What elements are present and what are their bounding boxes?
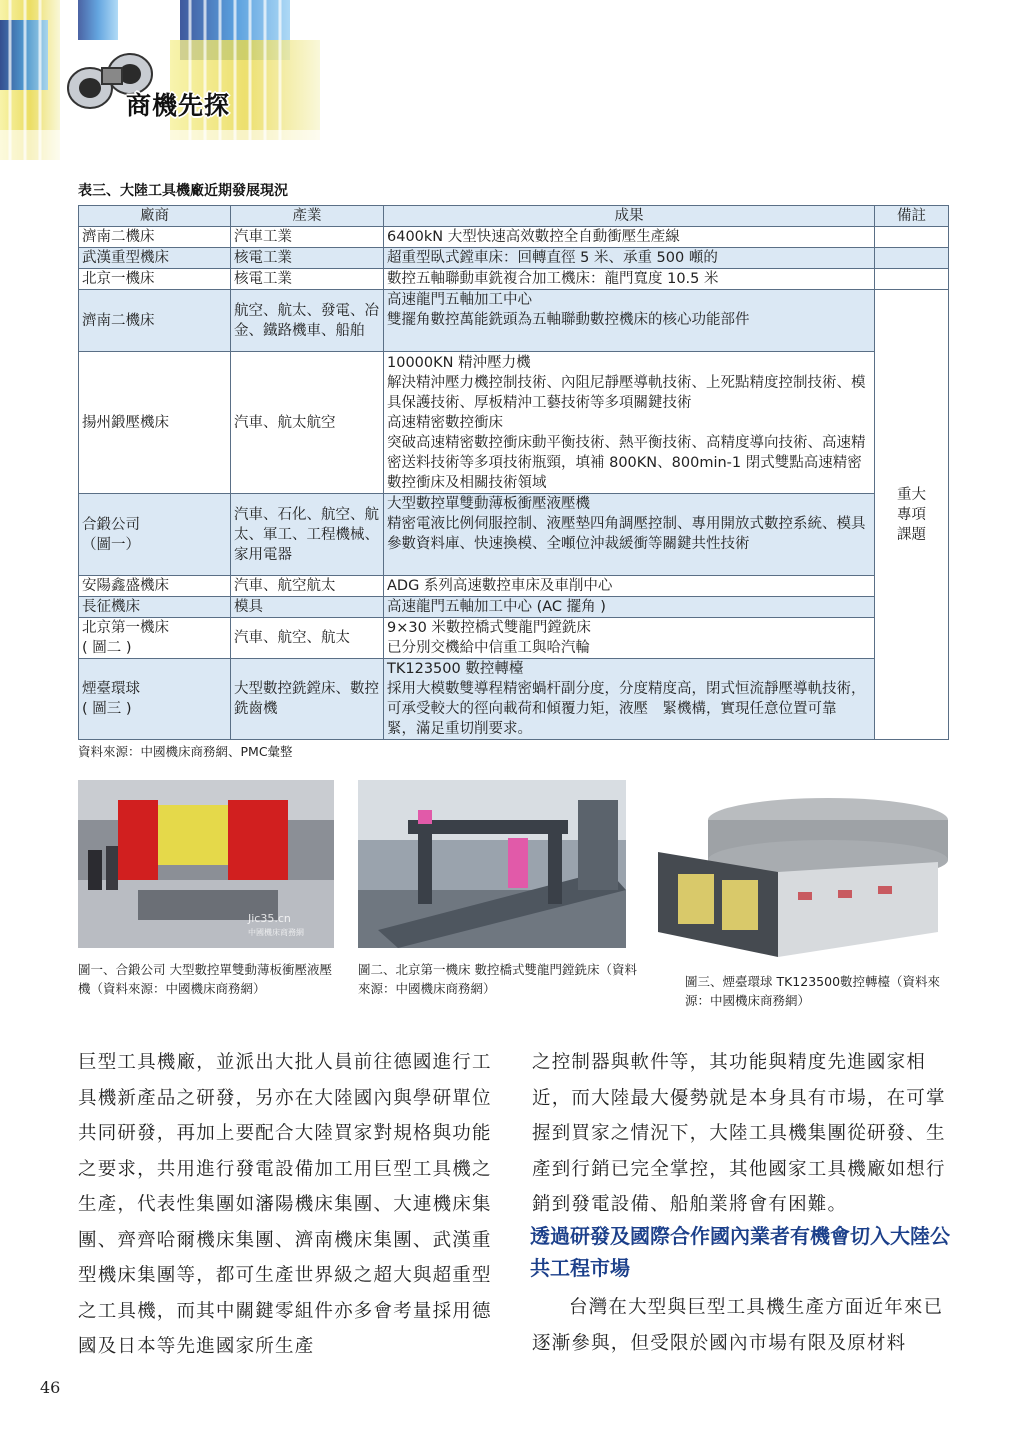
table-row [79,597,949,618]
cell-result: ADG 系列高速數控車床及車削中心 [384,576,875,597]
body-text-right-2: 台灣在大型與巨型工具機生產方面近年來已逐漸參與，但受限於國內市場有限及原材料 [532,1297,944,1354]
cell-company: 武漢重型機床 [79,248,231,269]
cell-note-empty [875,227,949,248]
cell-company: 濟南二機床 [79,290,231,352]
cell-result: 10000KN 精沖壓力機 解決精沖壓力機控制技術、內阻尼靜壓導軌技術、上死點精度控制技術、模具保護技術、厚板精沖工藝技術等多項關鍵技術 高速精密數控衝床 突破高速精密數控衝床動平衡技術、熱平衡技術、高精度導向技術、高速精密送料技術等多項技術瓶頸，填補 800KN、800min-1 閉式雙點高速精密數控衝床及相關技術領域 [384,352,875,494]
section-banner [0,0,330,170]
column-header-company: 廠商 [79,206,231,227]
cell-result: TK123500 數控轉檯 採用大模數雙導程精密蝸杆副分度，分度精度高，閉式恒流靜壓導軌技術，可承受較大的徑向載荷和傾覆力矩，液壓 緊機構，實現任意位置可靠 緊，滿足重切削要求。 [384,659,875,740]
section-heading: 透過研發及國際合作國內業者有機會切入大陸公共工程市場 [530,1224,950,1280]
cell-industry: 汽車、航空、航太 [231,618,384,659]
cell-note-empty [875,269,949,290]
cell-note: 重大 專項 課題 [875,290,949,740]
cell-result: 9×30 米數控橋式雙龍門鏜銑床 已分別交機給中信重工與哈汽輪 [384,618,875,659]
column-header-result: 成果 [384,206,875,227]
cell-company: 北京一機床 [79,269,231,290]
table-row [79,290,949,352]
cell-result: 數控五軸聯動車銑複合加工機床：龍門寬度 10.5 米 [384,269,875,290]
cell-industry: 航空、航太、發電、冶金、鐵路機車、船舶 [231,290,384,352]
cell-result: 超重型臥式鏜車床：回轉直徑 5 米、承重 500 噸的 [384,248,875,269]
photo-caption-3: 圖三、煙臺環球 TK123500數控轉檯（資料來源：中國機床商務網） [685,974,941,1008]
watermark-name: 中國機床商務網 [248,928,304,937]
section-title: 商機先探 [126,91,231,120]
cell-industry: 汽車、航空航太 [231,576,384,597]
cell-result: 高速龍門五軸加工中心 雙擺角數控萬能銑頭為五軸聯動數控機床的核心功能部件 [384,290,875,352]
cell-result: 6400kN 大型快速高效數控全自動衝壓生產線 [384,227,875,248]
cell-industry: 核電工業 [231,269,384,290]
cell-company: 安陽鑫盛機床 [79,576,231,597]
cell-company: 煙臺環球 ( 圖三 ) [79,659,231,740]
table-title: 表三、大陸工具機廠近期發展現況 [78,183,288,199]
table-row [79,269,949,290]
cell-result: 高速龍門五軸加工中心 (AC 擺角 ) [384,597,875,618]
table-row [79,227,949,248]
table-row [79,618,949,659]
column-header-industry: 產業 [231,206,384,227]
table-row [79,494,949,576]
photo-gantry-mill [358,780,626,948]
cell-industry: 汽車、石化、航空、航太、軍工、工程機械、家用電器 [231,494,384,576]
cell-company: 北京第一機床 ( 圖二 ) [79,618,231,659]
cell-industry: 模具 [231,597,384,618]
table-row [79,576,949,597]
photo-press-machine [78,780,334,948]
watermark-site: Jic35.cn [248,912,291,925]
cell-industry: 核電工業 [231,248,384,269]
cell-industry: 汽車、航太航空 [231,352,384,494]
column-header-note: 備註 [875,206,949,227]
cell-industry: 大型數控銑鏜床、數控銑齒機 [231,659,384,740]
photo-caption-1: 圖一、合鍛公司 大型數控單雙動薄板衝壓液壓機（資料來源：中國機床商務網） [78,962,332,996]
page-number: 46 [40,1378,61,1397]
table-row [79,352,949,494]
photo-rotary-table [648,782,948,962]
cell-industry: 汽車工業 [231,227,384,248]
cell-result: 大型數控單雙動薄板衝壓液壓機 精密電液比例伺服控制、液壓墊四角調壓控制、專用開放式數控系統、模具參數資料庫、快速換模、全噸位沖裁緩衝等關鍵共性技術 [384,494,875,576]
cell-company: 長征機床 [79,597,231,618]
photo-caption-2: 圖二、北京第一機床 數控橋式雙龍門鏜銑床（資料來源：中國機床商務網） [358,962,637,996]
gear-decoration-graphic [0,0,330,170]
cell-company: 揚州鍛壓機床 [79,352,231,494]
body-text-left: 巨型工具機廠，並派出大批人員前往德國進行工具機新產品之研發，另亦在大陸國內與學研單位共同研發，再加上要配合大陸買家對規格與功能之要求，共用進行發電設備加工用巨型工具機之生產，代表性集團如瀋陽機床集團、大連機床集團、齊齊哈爾機床集團、濟南機床集團、武漢重型機床集團等，都可生產世界級之超大與超重型之工具機，而其中關鍵零組件亦多會考量採用德國及日本等先進國家所生產 [78,1052,492,1357]
table-source: 資料來源：中國機床商務網、PMC彙整 [78,744,293,759]
cell-company: 合鍛公司 （圖一） [79,494,231,576]
factory-table [78,205,948,740]
cell-company: 濟南二機床 [79,227,231,248]
cell-note-empty [875,248,949,269]
body-text-right: 之控制器與軟件等，其功能與精度先進國家相近，而大陸最大優勢就是本身具有市場，在可掌握到買家之情況下，大陸工具機集團從研發、生產到行銷已完全掌控，其他國家工具機廠如想行銷到發電設備、船舶業將會有困難。 [532,1052,946,1215]
table-row [79,659,949,740]
table-row [79,248,949,269]
